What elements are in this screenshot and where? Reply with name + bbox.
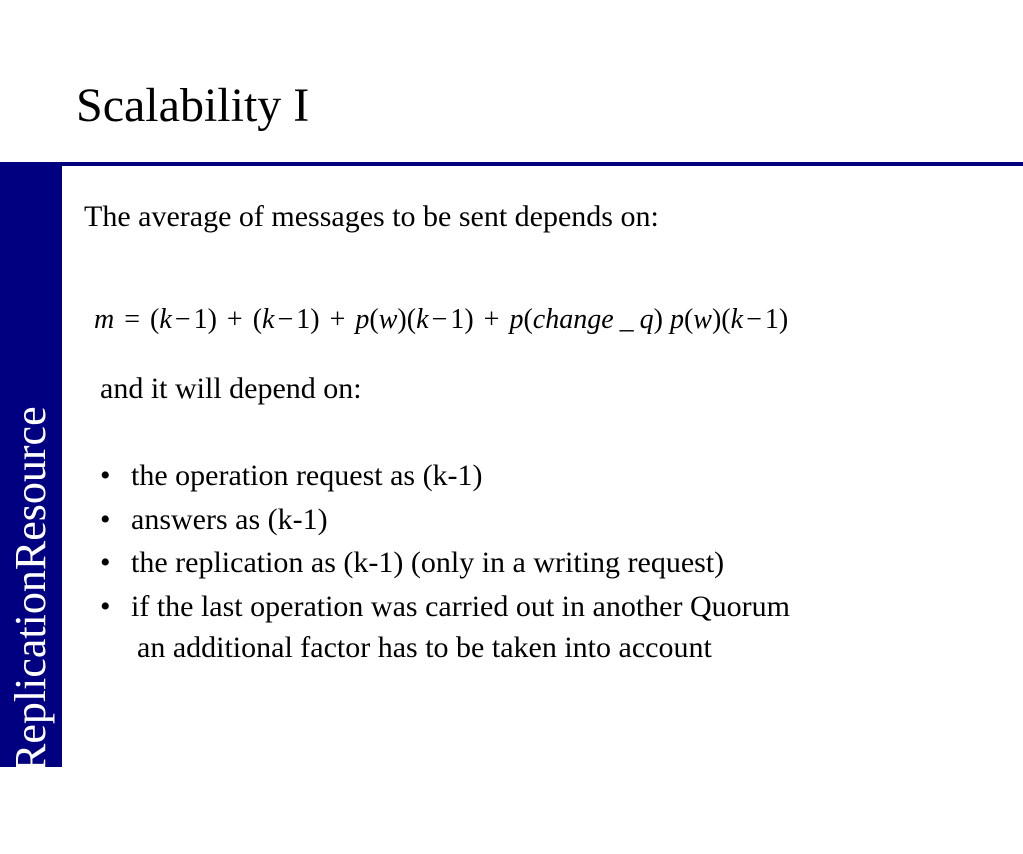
- formula-minus: −: [746, 304, 762, 335]
- list-item: [100, 454, 790, 498]
- depend-label: and it will depend on:: [100, 372, 362, 405]
- formula-rparen: ): [711, 304, 722, 335]
- bullet-text: answers as (k-1): [131, 502, 328, 536]
- formula-plus: +: [226, 304, 243, 335]
- slide-title: Scalability I: [76, 79, 310, 132]
- bullet-text: if the last operation was carried out in another Quorum: [131, 589, 790, 623]
- formula-k: k: [730, 304, 744, 335]
- formula-one: 1: [764, 304, 779, 335]
- formula-lparen: (: [523, 304, 533, 335]
- formula-q: q: [639, 304, 654, 335]
- formula-one: 1: [450, 304, 465, 335]
- formula-k: k: [159, 304, 172, 335]
- formula-lparen: (: [406, 304, 417, 335]
- formula-rparen: ): [464, 304, 474, 335]
- formula-p: p: [509, 304, 524, 335]
- formula-one: 1: [296, 304, 311, 335]
- formula-rparen: ): [397, 304, 407, 335]
- formula-lparen: (: [683, 304, 694, 335]
- formula-change: change: [532, 304, 614, 335]
- formula-equals: =: [124, 304, 141, 335]
- formula-plus: +: [329, 304, 346, 335]
- formula-p: p: [669, 304, 684, 335]
- formula-lparen: (: [252, 304, 263, 335]
- message-formula: [94, 300, 788, 340]
- formula-m: m: [94, 304, 115, 335]
- bullet-text: the replication as (k-1) (only in a writing request): [131, 546, 725, 579]
- formula-rparen: ): [778, 304, 789, 335]
- formula-lparen: (: [369, 304, 379, 335]
- list-item: [100, 541, 790, 585]
- list-item: [100, 585, 790, 629]
- intro-text: The average of messages to be sent depends on:: [84, 200, 659, 233]
- bullet-continuation: an additional factor has to be taken into account: [137, 631, 712, 664]
- bullet-list: [100, 454, 790, 628]
- formula-one: 1: [193, 304, 208, 335]
- formula-w: w: [693, 304, 712, 335]
- formula-p: p: [355, 304, 370, 335]
- formula-minus: −: [431, 304, 448, 335]
- formula-w: w: [378, 304, 398, 335]
- bullet-icon: •: [100, 589, 111, 623]
- sidebar-band: [0, 162, 62, 854]
- bullet-text: the operation request as (k-1): [131, 459, 483, 492]
- formula-rparen: ): [207, 304, 217, 335]
- bullet-icon: •: [100, 459, 111, 492]
- formula-rparen: ): [310, 304, 320, 335]
- formula-underscore: _: [619, 304, 634, 335]
- formula-rparen: ): [653, 304, 663, 335]
- formula-k: k: [416, 304, 429, 335]
- formula-lparen: (: [150, 304, 160, 335]
- sidebar-label: WS-ReplicationResource: [6, 406, 55, 854]
- formula-minus: −: [277, 304, 294, 335]
- list-item: [100, 498, 790, 542]
- formula-k: k: [262, 304, 275, 335]
- formula-minus: −: [174, 304, 191, 335]
- formula-plus: +: [483, 304, 500, 335]
- formula-lparen: (: [721, 304, 731, 335]
- title-divider: [62, 162, 1023, 166]
- bullet-icon: •: [100, 502, 111, 536]
- bullet-icon: •: [100, 546, 111, 579]
